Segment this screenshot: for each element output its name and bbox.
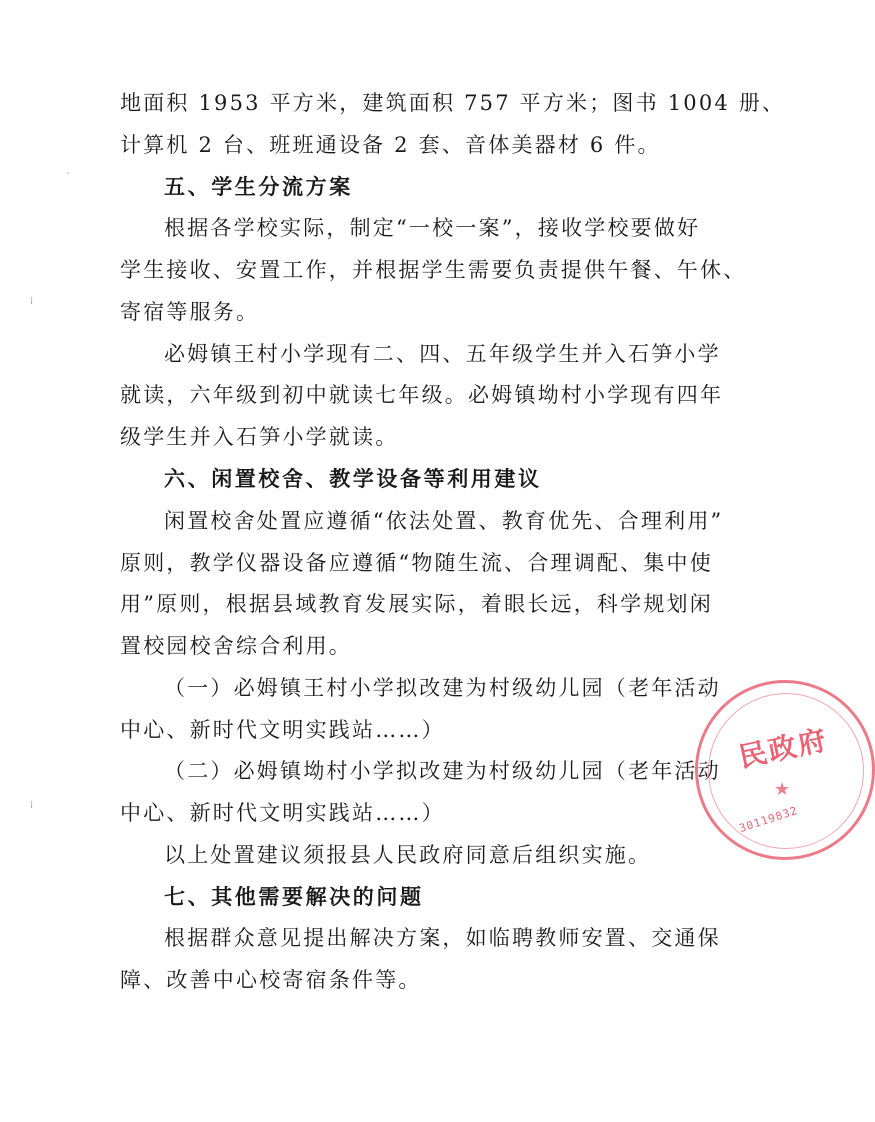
seal-inner-ring: [708, 693, 864, 849]
paragraph-line: 就读，六年级到初中就读七年级。必姆镇坳村小学现有四年: [120, 383, 724, 407]
seal-code: 30119832: [737, 803, 800, 836]
seal-star-icon: ★: [774, 779, 791, 800]
paragraph-line: 置校园校舍综合利用。: [120, 634, 352, 658]
section-heading-7: 七、其他需要解决的问题: [164, 884, 424, 909]
paragraph-line: 障、改善中心校寄宿条件等。: [120, 968, 422, 992]
paragraph-line: 以上处置建议须报县人民政府同意后组织实施。: [164, 843, 652, 867]
binding-hole-mark: ⁞: [30, 800, 34, 811]
paragraph-line: 级学生并入石笋小学就读。: [120, 425, 399, 449]
scan-speck: ˋ: [66, 172, 71, 183]
paragraph-line: 必姆镇王村小学现有二、四、五年级学生并入石笋小学: [164, 342, 721, 366]
paragraph-line: 寄宿等服务。: [120, 300, 260, 324]
paragraph-line: 地面积 1953 平方米，建筑面积 757 平方米；图书 1004 册、: [120, 91, 786, 115]
paragraph-line: 闲置校舍处置应遵循“依法处置、教育优先、合理利用”: [164, 509, 724, 533]
binding-hole-mark: ⁞: [30, 296, 34, 307]
section-heading-5: 五、学生分流方案: [164, 174, 353, 199]
paragraph-line: 原则，教学仪器设备应遵循“物随生流、合理调配、集中使: [120, 551, 713, 575]
paragraph-line: 用”原则，根据县域教育发展实际，着眼长远，科学规划闲: [120, 592, 713, 616]
seal-text: 民政府: [735, 722, 831, 774]
paragraph-line: 中心、新时代文明实践站……）: [120, 801, 445, 825]
paragraph-line: 中心、新时代文明实践站……）: [120, 718, 445, 742]
paragraph-line: 学生接收、安置工作，并根据学生需要负责提供午餐、午休、: [120, 258, 747, 282]
paragraph-line: 根据群众意见提出解决方案，如临聘教师安置、交通保: [164, 926, 721, 950]
official-seal-stamp: [695, 680, 875, 860]
section-heading-6: 六、闲置校舍、教学设备等利用建议: [164, 466, 542, 491]
paragraph-line: 根据各学校实际，制定“一校一案”，接收学校要做好: [164, 216, 701, 240]
paragraph-line: （一）必姆镇王村小学拟改建为村级幼儿园（老年活动: [164, 676, 721, 700]
paragraph-line: 计算机 2 台、班班通设备 2 套、音体美器材 6 件。: [120, 133, 661, 157]
paragraph-line: （二）必姆镇坳村小学拟改建为村级幼儿园（老年活动: [164, 759, 721, 783]
